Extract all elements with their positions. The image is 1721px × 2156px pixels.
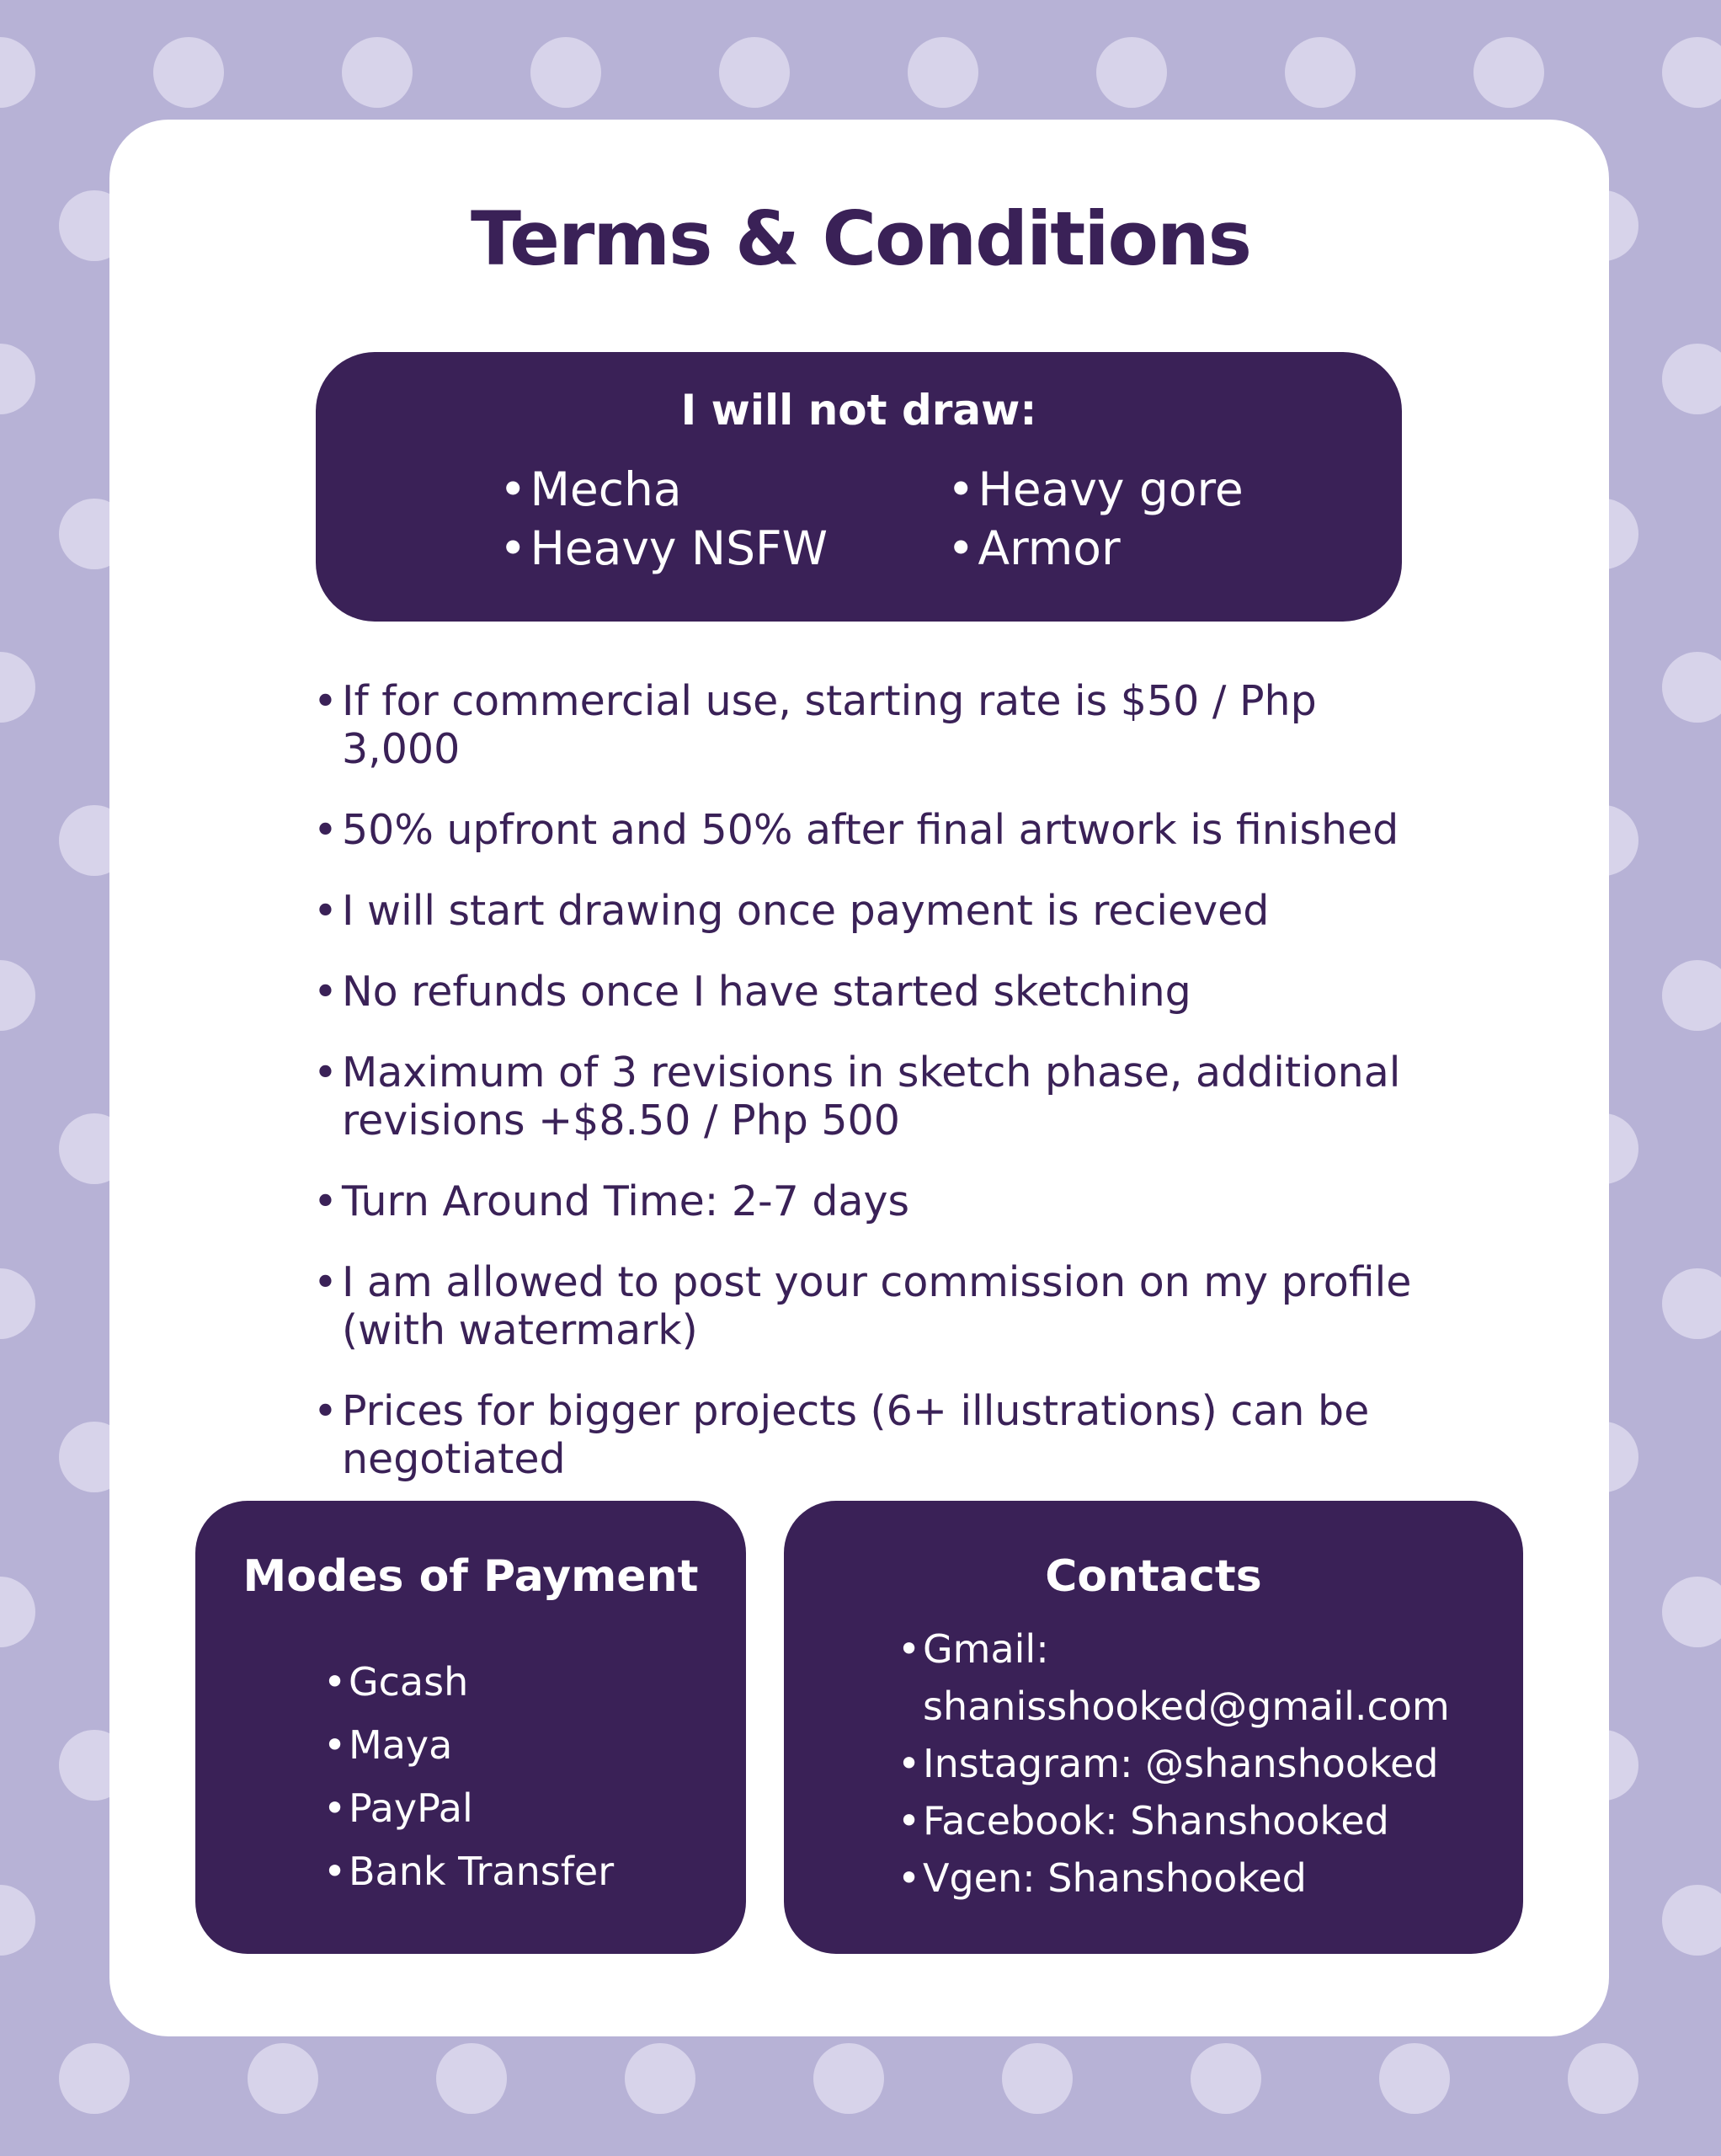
term-item: • I am allowed to post your commission on my profile (with watermark) <box>313 1258 1436 1354</box>
term-item: • Prices for bigger projects (6+ illustrations) can be negotiated <box>313 1387 1403 1483</box>
term-item: • No refunds once I have started sketching <box>313 968 1425 1016</box>
modes-of-payment-heading: Modes of Payment <box>242 1551 699 1602</box>
term-item: • Maximum of 3 revisions in sketch phase, additional revisions +$8.50 / Php 500 <box>313 1049 1436 1145</box>
background-dot <box>1096 37 1167 108</box>
contact-gmail-label: • Gmail: <box>898 1620 1450 1678</box>
background-dot <box>1191 2043 1261 2114</box>
payment-method-item: • Bank Transfer <box>323 1840 614 1903</box>
background-dot <box>1662 1577 1721 1647</box>
list-item: • Heavy NSFW <box>499 519 828 578</box>
modes-of-payment-panel <box>195 1501 746 1954</box>
contacts-list <box>898 1620 1450 1907</box>
background-dot <box>1568 2043 1638 2114</box>
background-dot <box>153 37 224 108</box>
term-item: • If for commercial use, starting rate is $50 / Php 3,000 <box>313 677 1425 773</box>
contact-gmail-address[interactable]: shanisshooked@gmail.com <box>923 1684 1450 1729</box>
payment-methods-list <box>323 1651 614 1903</box>
background-dot <box>719 37 790 108</box>
payment-method-item: • Gcash <box>323 1651 614 1714</box>
background-dot <box>813 2043 884 2114</box>
background-dot <box>1662 344 1721 414</box>
background-dot <box>1379 2043 1450 2114</box>
background-dot <box>248 2043 318 2114</box>
background-dot <box>0 1268 35 1339</box>
background-dot <box>1285 37 1356 108</box>
contacts-panel <box>784 1501 1523 1954</box>
list-item: • Mecha <box>499 460 828 519</box>
background-dot <box>908 37 978 108</box>
will-not-draw-heading: I will not draw: <box>680 386 1037 435</box>
will-not-draw-panel <box>316 352 1402 622</box>
background-dot <box>1662 1268 1721 1339</box>
payment-method-item: • Maya <box>323 1714 614 1777</box>
background-dot <box>0 344 35 414</box>
payment-method-item: • PayPal <box>323 1777 614 1840</box>
background-dot <box>530 37 601 108</box>
contact-facebook[interactable]: • Facebook: Shanshooked <box>898 1792 1450 1849</box>
background-dot <box>1662 652 1721 723</box>
page-title: Terms & Conditions <box>470 195 1251 282</box>
background-dot <box>0 1577 35 1647</box>
background-dot <box>0 960 35 1031</box>
background-dot <box>59 2043 130 2114</box>
background-dot <box>436 2043 507 2114</box>
background-dot <box>1473 37 1544 108</box>
term-item: • 50% upfront and 50% after final artwork is finished <box>313 806 1425 854</box>
background-dot <box>342 37 413 108</box>
will-not-draw-list-right <box>947 460 1244 578</box>
background-dot <box>0 37 35 108</box>
terms-list <box>313 677 1425 1516</box>
background-dot <box>0 1885 35 1956</box>
term-item: • I will start drawing once payment is recieved <box>313 887 1425 935</box>
will-not-draw-list-left <box>499 460 828 578</box>
list-item: • Armor <box>947 519 1244 578</box>
contact-instagram[interactable]: • Instagram: @shanshooked <box>898 1735 1450 1792</box>
background-dot <box>625 2043 695 2114</box>
background-dot <box>1662 1885 1721 1956</box>
contact-vgen[interactable]: • Vgen: Shanshooked <box>898 1849 1450 1907</box>
background-dot <box>1002 2043 1073 2114</box>
list-item: • Heavy gore <box>947 460 1244 519</box>
background-dot <box>1662 960 1721 1031</box>
contacts-heading: Contacts <box>1045 1551 1262 1602</box>
term-item: • Turn Around Time: 2-7 days <box>313 1177 1425 1225</box>
background-dot <box>1662 37 1721 108</box>
background-dot <box>0 652 35 723</box>
